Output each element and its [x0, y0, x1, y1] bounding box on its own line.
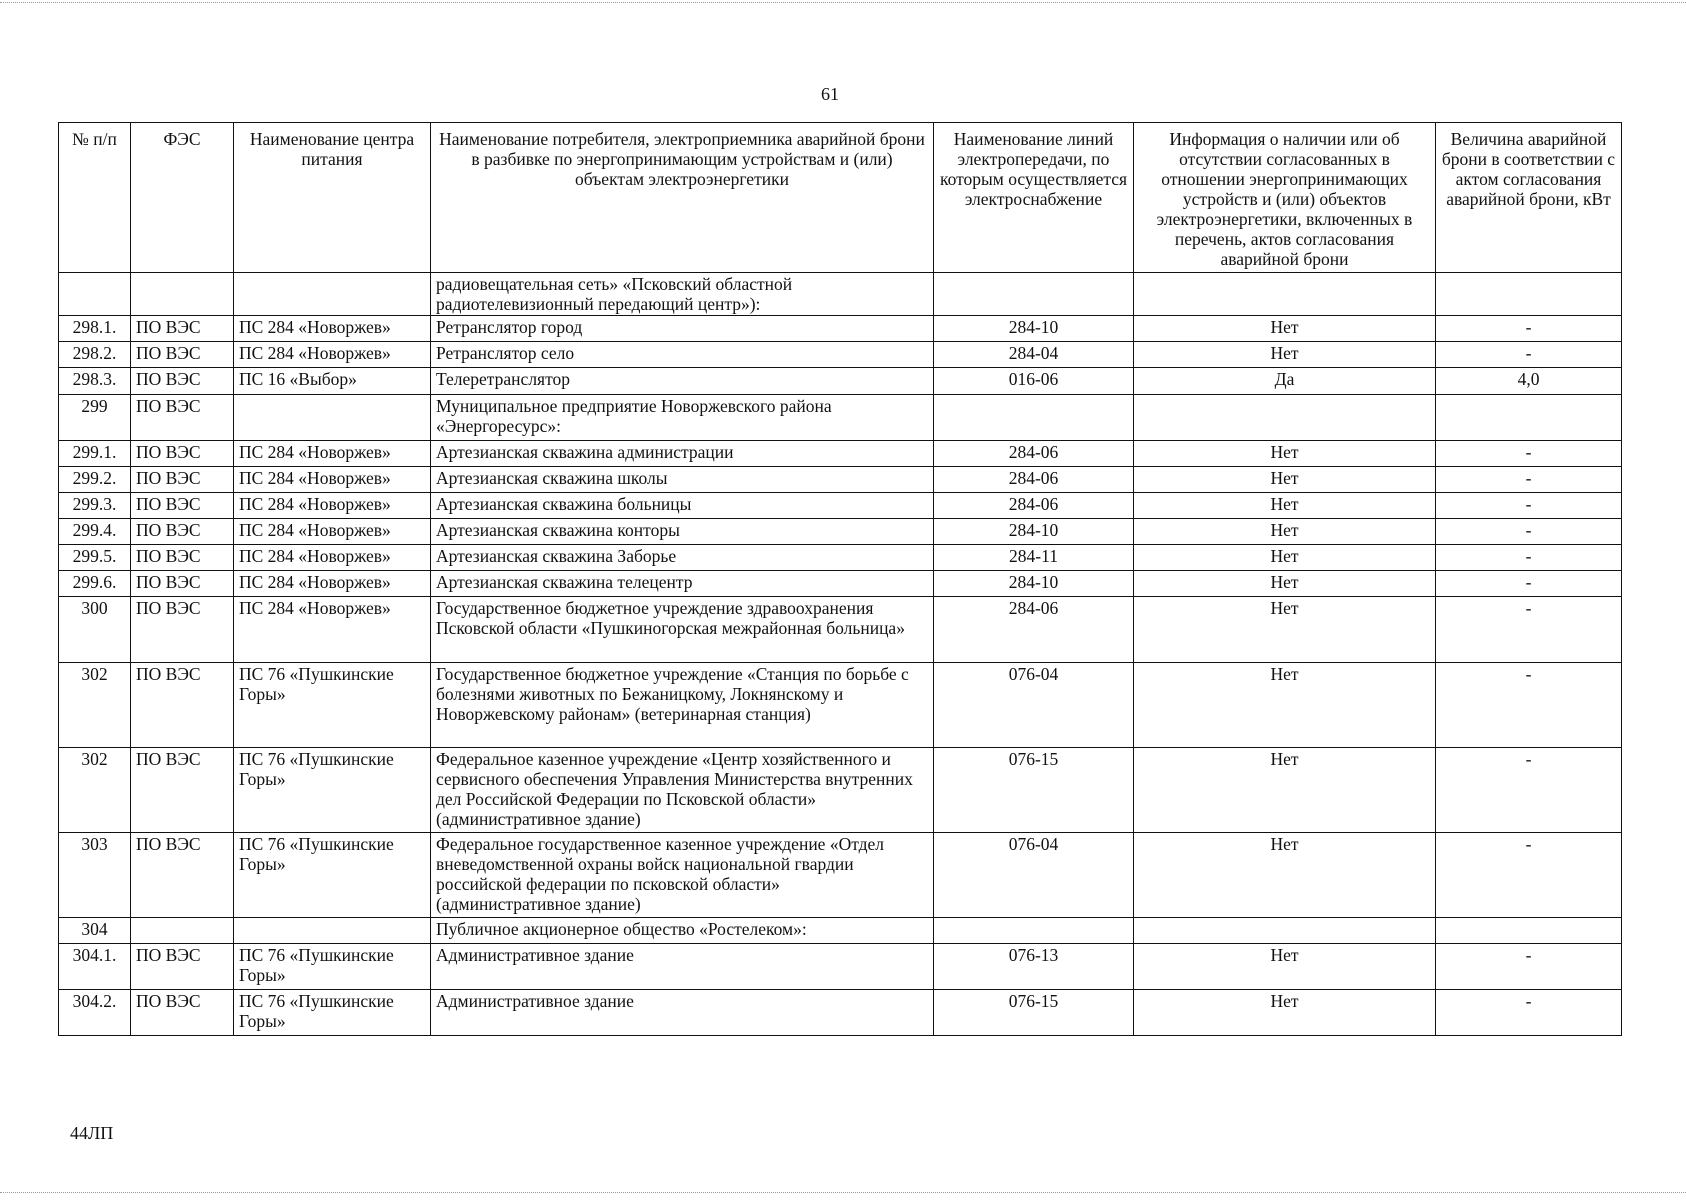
- row-num: 300: [59, 597, 131, 663]
- row-center: ПС 284 «Новоржев»: [234, 342, 431, 368]
- row-info: Нет: [1134, 441, 1436, 467]
- header-fes: ФЭС: [131, 123, 234, 273]
- row-value: -: [1436, 663, 1622, 748]
- row-consumer: Телеретранслятор: [431, 368, 934, 395]
- row-num: 303: [59, 833, 131, 918]
- row-value: -: [1436, 316, 1622, 342]
- row-center: [234, 395, 431, 441]
- row-center: ПС 284 «Новоржев»: [234, 467, 431, 493]
- row-fes: ПО ВЭС: [131, 342, 234, 368]
- row-consumer: Административное здание: [431, 990, 934, 1036]
- row-center: ПС 284 «Новоржев»: [234, 597, 431, 663]
- row-num: 299: [59, 395, 131, 441]
- row-info: Нет: [1134, 571, 1436, 597]
- row-center: ПС 284 «Новоржев»: [234, 493, 431, 519]
- row-num: 304: [59, 918, 131, 944]
- row-num: 304.2.: [59, 990, 131, 1036]
- reserve-table: [58, 122, 1622, 1036]
- row-fes: ПО ВЭС: [131, 493, 234, 519]
- table-row: [59, 519, 1622, 545]
- scan-edge-top: [0, 2, 1686, 9]
- row-center: ПС 76 «Пушкинские Горы»: [234, 944, 431, 990]
- row-num: 304.1.: [59, 944, 131, 990]
- row-line: 284-11: [934, 545, 1134, 571]
- row-consumer: Административное здание: [431, 944, 934, 990]
- row-value: -: [1436, 944, 1622, 990]
- row-consumer: Государственное бюджетное учреждение здравоохранения Псковской области «Пушкиногорская межрайонная больница»: [431, 597, 934, 663]
- row-fes: ПО ВЭС: [131, 519, 234, 545]
- row-consumer: Государственное бюджетное учреждение «Станция по борьбе с болезнями животных по Бежаницкому, Локнянскому и Новоржевскому районам» (ветеринарная станция): [431, 663, 934, 748]
- row-line: 076-04: [934, 833, 1134, 918]
- row-value: -: [1436, 545, 1622, 571]
- row-line: 284-10: [934, 519, 1134, 545]
- table-row: [59, 368, 1622, 395]
- row-fes: ПО ВЭС: [131, 663, 234, 748]
- header-num: № п/п: [59, 123, 131, 273]
- row-info: Нет: [1134, 944, 1436, 990]
- row-line: [934, 395, 1134, 441]
- row-info: Нет: [1134, 663, 1436, 748]
- row-fes: [131, 918, 234, 944]
- row-center: ПС 16 «Выбор»: [234, 368, 431, 395]
- row-center: ПС 284 «Новоржев»: [234, 316, 431, 342]
- header-center: Наименование центра питания: [234, 123, 431, 273]
- row-fes: ПО ВЭС: [131, 990, 234, 1036]
- row-info: Да: [1134, 368, 1436, 395]
- row-consumer: Федеральное казенное учреждение «Центр хозяйственного и сервисного обеспечения Управления Министерства внутренних дел Российской Федерации по Псковской области» (административное здание): [431, 748, 934, 833]
- row-line: 284-10: [934, 316, 1134, 342]
- row-center: [234, 918, 431, 944]
- row-value: 4,0: [1436, 368, 1622, 395]
- page-number: 61: [821, 84, 839, 104]
- row-info: Нет: [1134, 597, 1436, 663]
- row-value: -: [1436, 467, 1622, 493]
- row-fes: [131, 273, 234, 316]
- row-value: -: [1436, 833, 1622, 918]
- row-info: Нет: [1134, 519, 1436, 545]
- row-consumer: Публичное акционерное общество «Ростелеком»:: [431, 918, 934, 944]
- row-consumer: радиовещательная сеть» «Псковский областной радиотелевизионный передающий центр»):: [431, 273, 934, 316]
- row-info: Нет: [1134, 545, 1436, 571]
- row-consumer: Артезианская скважина администрации: [431, 441, 934, 467]
- row-value: -: [1436, 493, 1622, 519]
- row-num: 302: [59, 663, 131, 748]
- row-line: 076-13: [934, 944, 1134, 990]
- table-row: [59, 342, 1622, 368]
- row-center: ПС 76 «Пушкинские Горы»: [234, 663, 431, 748]
- row-fes: ПО ВЭС: [131, 316, 234, 342]
- row-center: ПС 76 «Пушкинские Горы»: [234, 748, 431, 833]
- row-value: -: [1436, 990, 1622, 1036]
- row-num: [59, 273, 131, 316]
- row-consumer: Муниципальное предприятие Новоржевского района «Энергоресурс»:: [431, 395, 934, 441]
- row-info: Нет: [1134, 316, 1436, 342]
- row-line: [934, 918, 1134, 944]
- row-info: [1134, 273, 1436, 316]
- row-num: 302: [59, 748, 131, 833]
- row-line: 016-06: [934, 368, 1134, 395]
- row-line: 284-10: [934, 571, 1134, 597]
- row-fes: ПО ВЭС: [131, 545, 234, 571]
- table-row: [59, 748, 1622, 833]
- row-fes: ПО ВЭС: [131, 944, 234, 990]
- row-line: [934, 273, 1134, 316]
- table-row: [59, 597, 1622, 663]
- row-value: [1436, 918, 1622, 944]
- header-line: Наименование линий электропередачи, по которым осуществляется электроснабжение: [934, 123, 1134, 273]
- row-consumer: Артезианская скважина конторы: [431, 519, 934, 545]
- row-consumer: Ретранслятор город: [431, 316, 934, 342]
- row-line: 284-06: [934, 467, 1134, 493]
- row-num: 299.6.: [59, 571, 131, 597]
- row-center: ПС 76 «Пушкинские Горы»: [234, 833, 431, 918]
- row-center: ПС 76 «Пушкинские Горы»: [234, 990, 431, 1036]
- row-consumer: Артезианская скважина школы: [431, 467, 934, 493]
- header-value: Величина аварийной брони в соответствии с актом согласования аварийной брони, кВт: [1436, 123, 1622, 273]
- row-fes: ПО ВЭС: [131, 368, 234, 395]
- row-info: Нет: [1134, 833, 1436, 918]
- row-value: -: [1436, 571, 1622, 597]
- row-info: Нет: [1134, 342, 1436, 368]
- row-center: ПС 284 «Новоржев»: [234, 519, 431, 545]
- row-num: 299.4.: [59, 519, 131, 545]
- table-row: [59, 663, 1622, 748]
- row-fes: ПО ВЭС: [131, 571, 234, 597]
- row-fes: ПО ВЭС: [131, 467, 234, 493]
- row-value: -: [1436, 441, 1622, 467]
- row-line: 284-06: [934, 441, 1134, 467]
- row-line: 076-15: [934, 990, 1134, 1036]
- table-row: [59, 833, 1622, 918]
- row-line: 284-06: [934, 493, 1134, 519]
- row-line: 076-15: [934, 748, 1134, 833]
- table-row: [59, 918, 1622, 944]
- table-row: [59, 493, 1622, 519]
- table-row: [59, 571, 1622, 597]
- row-fes: ПО ВЭС: [131, 833, 234, 918]
- table-row: [59, 467, 1622, 493]
- header-consumer: Наименование потребителя, электроприемника аварийной брони в разбивке по энергопринимающим устройствам и (или) объектам электроэнергетики: [431, 123, 934, 273]
- row-info: Нет: [1134, 748, 1436, 833]
- row-line: 284-06: [934, 597, 1134, 663]
- row-num: 299.2.: [59, 467, 131, 493]
- table-row: [59, 316, 1622, 342]
- row-consumer: Артезианская скважина телецентр: [431, 571, 934, 597]
- row-fes: ПО ВЭС: [131, 748, 234, 833]
- table-header-row: [59, 123, 1622, 273]
- row-num: 299.5.: [59, 545, 131, 571]
- row-info: Нет: [1134, 467, 1436, 493]
- header-info: Информация о наличии или об отсутствии согласованных в отношении энергопринимающих устройств и (или) объектов электроэнергетики, включенных в перечень, актов согласования аварийной брони: [1134, 123, 1436, 273]
- table-row: [59, 273, 1622, 316]
- row-value: -: [1436, 342, 1622, 368]
- row-info: [1134, 918, 1436, 944]
- table-body: [59, 273, 1622, 1036]
- row-line: 076-04: [934, 663, 1134, 748]
- row-num: 298.3.: [59, 368, 131, 395]
- row-info: [1134, 395, 1436, 441]
- row-value: [1436, 395, 1622, 441]
- row-fes: ПО ВЭС: [131, 597, 234, 663]
- row-consumer: Артезианская скважина Заборье: [431, 545, 934, 571]
- row-value: [1436, 273, 1622, 316]
- row-value: -: [1436, 519, 1622, 545]
- table-row: [59, 395, 1622, 441]
- row-center: ПС 284 «Новоржев»: [234, 571, 431, 597]
- row-fes: ПО ВЭС: [131, 395, 234, 441]
- row-num: 298.1.: [59, 316, 131, 342]
- row-info: Нет: [1134, 493, 1436, 519]
- table-row: [59, 441, 1622, 467]
- table-row: [59, 944, 1622, 990]
- row-num: 298.2.: [59, 342, 131, 368]
- row-value: -: [1436, 748, 1622, 833]
- row-center: ПС 284 «Новоржев»: [234, 545, 431, 571]
- scan-edge-bottom: [0, 1192, 1686, 1199]
- row-num: 299.3.: [59, 493, 131, 519]
- row-fes: ПО ВЭС: [131, 441, 234, 467]
- row-info: Нет: [1134, 990, 1436, 1036]
- row-center: ПС 284 «Новоржев»: [234, 441, 431, 467]
- row-consumer: Ретранслятор село: [431, 342, 934, 368]
- row-line: 284-04: [934, 342, 1134, 368]
- row-value: -: [1436, 597, 1622, 663]
- row-center: [234, 273, 431, 316]
- table-row: [59, 990, 1622, 1036]
- footer-code: 44ЛП: [70, 1123, 114, 1143]
- table-row: [59, 545, 1622, 571]
- row-consumer: Федеральное государственное казенное учреждение «Отдел вневедомственной охраны войск национальной гвардии российской федерации по псковской области» (административное здание): [431, 833, 934, 918]
- row-num: 299.1.: [59, 441, 131, 467]
- row-consumer: Артезианская скважина больницы: [431, 493, 934, 519]
